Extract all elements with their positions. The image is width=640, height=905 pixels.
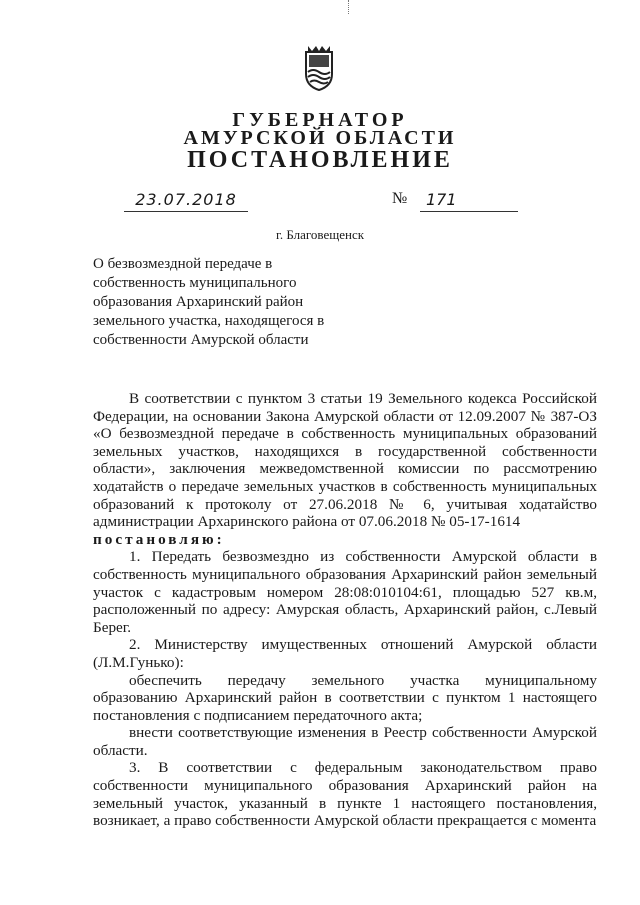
item-2b-paragraph: внести соответствующие изменения в Реестр собственности Амурской области.: [93, 724, 597, 759]
city: г. Благовещенск: [275, 227, 365, 242]
scan-mark: [348, 0, 351, 14]
issuer-region: АМУРСКОЙ ОБЛАСТИ: [183, 127, 457, 149]
number-label: №: [392, 190, 408, 207]
document-date: 23.07.2018: [124, 190, 248, 212]
item-2a-paragraph: обеспечить передачу земельного участка муниципальному образованию Архаринский район в соответствии с пунктом 1 настоящего постановления с подписанием передаточного акта;: [93, 671, 597, 724]
issuer-title: ГУБЕРНАТОР: [232, 109, 408, 131]
item-3-paragraph: 3. В соответствии с федеральным законодательством право собственности муниципального образования Архаринский район на земельный участок, указанный в пункте 1 настоящего постановления, возникает, а право собственности Амурской области прекращается с момента: [93, 759, 597, 830]
coat-of-arms-icon: [298, 44, 340, 92]
item-1-paragraph: 1. Передать безвозмездно из собственности Амурской области в собственность муниципального образования Архаринский район земельный участок с кадастровым номером 28:08:010104:61, площадью 527 кв.м, расположенный по адресу: Амурская область, Архаринский район, с.Левый Берег.: [93, 548, 597, 636]
document-body: [93, 390, 597, 830]
preamble-paragraph: В соответствии с пунктом 3 статьи 19 Земельного кодекса Российской Федерации, на основании Закона Амурской области от 12.09.2007 № 387-ОЗ «О безвозмездной передаче в собственность муниципальных образований земельных участков, находящихся в государственной собственности области», заключения межведомственной комиссии по рассмотрению ходатайств о передаче земельных участков в собственность муниципальных образований к протоколу от 27.06.2018 № 6, учитывая ходатайство администрации Архаринского района от 07.06.2018 № 05-17-1614: [93, 390, 597, 531]
document-type: ПОСТАНОВЛЕНИЕ: [187, 147, 453, 173]
decree-word: постановляю:: [93, 530, 225, 548]
document-number: 171: [420, 190, 518, 212]
item-2-paragraph: 2. Министерству имущественных отношений Амурской области (Л.М.Гунько):: [93, 636, 597, 671]
document-subject: О безвозмездной передаче в собственность муниципального образования Архаринский район земельного участка, находящегося в собственности Амурской области: [93, 256, 325, 348]
